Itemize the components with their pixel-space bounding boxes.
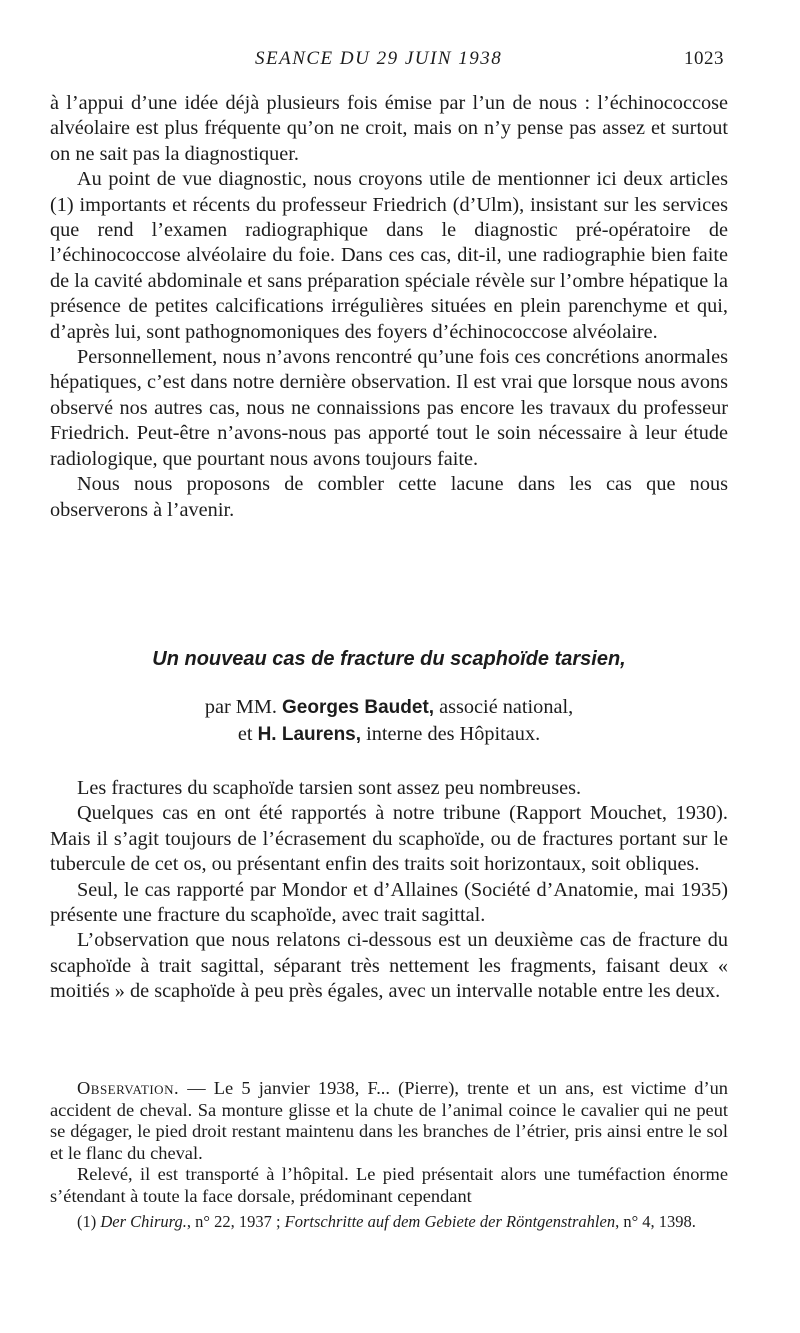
footnote xyxy=(50,1212,728,1232)
author-prefix: par MM. xyxy=(204,696,283,718)
paragraph: Les fractures du scaphoïde tarsien sont assez peu nombreuses. xyxy=(77,777,582,799)
article-title: Un nouveau cas de fracture du scaphoïde tarsien, xyxy=(152,648,626,670)
author-affiliation: interne des Hôpitaux. xyxy=(361,723,541,745)
journal-name: Fortschritte auf dem Gebiete der Röntgenstrahlen xyxy=(284,1212,616,1231)
observation-text: — Le 5 janvier 1938, F... (Pierre), trente et un ans, est victime d’un accident de cheval. Sa monture glisse et la chute de l’animal coince le cavalier qui ne peut se dégager, le pied droit restant maintenu dans les branches de l’étrier, pris ainsi entre le sol et le flanc du cheval. xyxy=(50,1078,728,1163)
observation-paragraph xyxy=(50,1078,728,1164)
page-number: 1023 xyxy=(684,48,724,69)
author-affiliation: associé national, xyxy=(434,696,574,718)
paragraph: L’observation que nous relatons ci-dessous est un deuxième cas de fracture du scaphoïde à trait sagittal, séparant très nettement les fragments, faisant deux « moitiés » de scaphoïde à peu près égales, avec un intervalle notable entre les deux. xyxy=(50,929,728,1003)
author-name: H. Laurens, xyxy=(257,724,362,745)
paragraph: Quelques cas en ont été rapportés à notre tribune (Rapport Mouchet, 1930). Mais il s’agit toujours de l’écrasement du scaphoïde, ou de fractures portant sur le tubercule de cet os, ou présentant enfin des traits soit horizontaux, soit obliques. xyxy=(50,802,728,876)
journal-name: Der Chirurg. xyxy=(100,1212,187,1231)
paragraph: à l’appui d’une idée déjà plusieurs fois émise par l’un de nous : l’échinococcose alvéolaire est plus fréquente qu’on ne croit, mais on n’y pense pas assez et surtout on ne sait pas la diagnostiquer. xyxy=(50,92,728,165)
paragraph: Au point de vue diagnostic, nous croyons utile de mentionner ici deux articles (1) importants et récents du professeur Friedrich (d’Ulm), insistant sur les services que rend l’examen radiographique dans le diagnostic pré-opératoire de l’échinococcose alvéolaire du foie. Dans ces cas, dit-il, une radiographie bien faite de la cavité abdominale et sans préparation spéciale révèle sur l’ombre hépatique la présence de petites calcifications irrégulières situées en plein parenchyme et qui, d’après lui, sont pathognomoniques des foyers d’échinococcose alvéolaire. xyxy=(50,168,728,343)
author-name: Georges Baudet, xyxy=(282,697,435,718)
section-1 xyxy=(50,91,728,523)
footnote-marker: (1) xyxy=(77,1212,101,1231)
section-2 xyxy=(50,776,728,1005)
observation-block xyxy=(50,1078,728,1208)
paragraph: Seul, le cas rapporté par Mondor et d’Allaines (Société d’Anatomie, mai 1935) présente une fracture du scaphoïde, avec trait sagittal. xyxy=(50,878,728,927)
running-title: SEANCE DU 29 JUIN 1938 xyxy=(255,48,503,69)
paragraph: Personnellement, nous n’avons rencontré qu’une fois ces concrétions anormales hépatiques, c’est dans notre dernière observation. Il est vrai que lorsque nous avons observé nos autres cas, nous ne connaissions pas encore les travaux du professeur Friedrich. Peut-être n’avons-nous pas apporté tout le soin nécessaire à leur étude radiologique, que pourtant nous avons toujours faite. xyxy=(50,346,728,470)
observation-paragraph: Relevé, il est transporté à l’hôpital. Le pied présentait alors une tuméfaction énorme s’étendant à toute la face dorsale, prédominant cependant xyxy=(50,1164,728,1206)
footnote-ref: , n° 22, 1937 ; xyxy=(186,1212,285,1231)
running-header xyxy=(0,44,800,72)
author-prefix: et xyxy=(237,723,258,745)
footnote-ref: , n° 4, 1398. xyxy=(615,1212,696,1231)
footnote-text xyxy=(50,1212,728,1232)
observation-label: Observation. xyxy=(77,1078,180,1098)
paragraph: Nous nous proposons de combler cette lacune dans les cas que nous observerons à l’avenir. xyxy=(50,473,728,521)
author-line-1 xyxy=(50,694,728,721)
article-authors xyxy=(50,694,728,748)
author-line-2 xyxy=(50,721,728,748)
